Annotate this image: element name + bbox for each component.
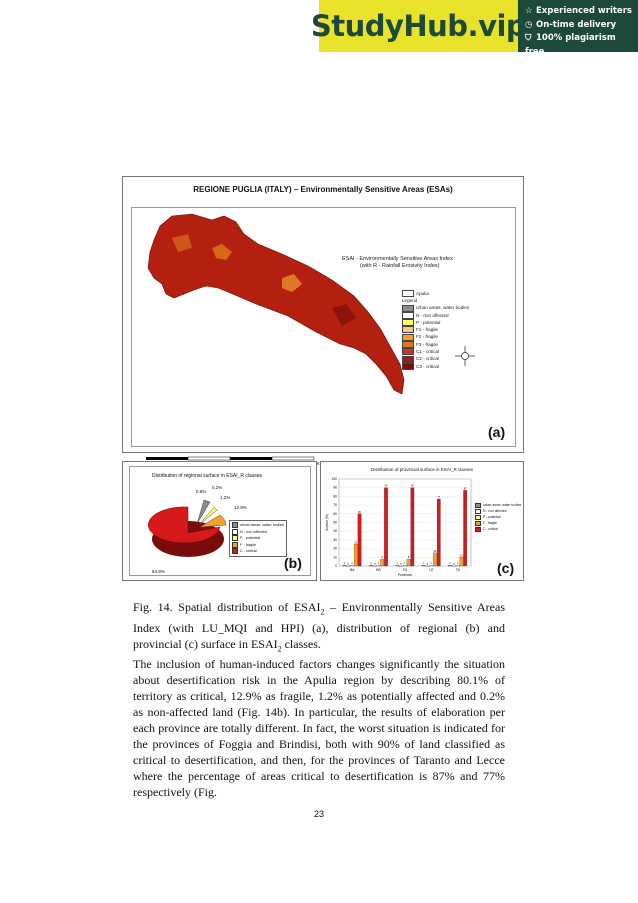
legend-item (402, 341, 469, 348)
bar (399, 566, 402, 567)
bar-data-label: 1 (449, 562, 451, 566)
feature-item (525, 19, 638, 33)
bar-data-label: 1 (343, 562, 346, 566)
bar (426, 566, 429, 567)
bar (396, 565, 399, 566)
legend-item (402, 326, 469, 333)
bar (377, 559, 383, 566)
legend-item (402, 363, 469, 370)
caption-text: Fig. 14. Spatial distribution of ESAI (133, 600, 321, 614)
figure-b-pie (122, 461, 317, 581)
bar (347, 566, 350, 567)
legend-label: F3 - fragile (416, 341, 438, 347)
feature-label: On-time delivery (536, 19, 617, 30)
bar-data-label: 77 (437, 496, 441, 500)
legend-label: F - fragile (240, 542, 257, 547)
legend-swatch (232, 548, 238, 554)
legend-item (402, 348, 469, 355)
body-paragraph: The inclusion of human-induced factors changes significantly the situation about desertification risk in the Apulia region by describing 80.1% of territory as critical, 12.9% as fragile, 1.2% as potentially affected and 0.2% as non-affected land (Fig. 14b). In particular, the results of elaboration per each province are totally different. In fact, the worst situation is indicated for the provinces of Foggia and Brindisi, both with 90% of land classified as critical to desertification, and then, for the provinces of Taranto and Lecce where the percentage of areas critical to desertification is 87% and 77% respectively (Fig. (133, 657, 505, 799)
bar (448, 565, 451, 566)
y-tick-label: 30 (333, 537, 337, 542)
legend-swatch (232, 529, 238, 535)
ad-banner[interactable] (310, 0, 638, 57)
caption-text: – Environmentally Sensitive Areas Index (with LU_MQI and HPI) (a), distribution of regional (b) and provincial (c) surface in ESAI (133, 600, 505, 652)
bar (430, 565, 433, 566)
legend-swatch (402, 348, 414, 355)
bar-data-label: 1 (422, 562, 425, 566)
x-tick-label: LE (429, 568, 434, 572)
chart-title: Distribution of provincial surface in ESAI_R classes (370, 467, 474, 472)
panel-label-a: (a) (488, 424, 506, 440)
legend-swatch (475, 503, 481, 508)
bar-data-label: 1 (404, 562, 406, 566)
legend-swatch (402, 356, 414, 363)
bar-data-label: 1 (430, 562, 432, 566)
legend-swatch (402, 290, 414, 297)
y-tick-label: 70 (333, 503, 337, 508)
pie-label-potential: 1,2% (220, 495, 231, 500)
legend-swatch (402, 341, 414, 348)
legend-title: Legend (402, 298, 418, 304)
page-number: 23 (313, 809, 324, 819)
bar-data-label: 25 (354, 541, 358, 545)
index-title (342, 256, 453, 270)
legend-item (402, 355, 469, 362)
x-tick-label: BA (349, 568, 355, 572)
legend-item (402, 333, 469, 340)
bar (437, 499, 440, 566)
y-axis-label: Surface (%) (325, 514, 329, 531)
figure-a-title: REGIONE PUGLIA (ITALY) – Environmentally Sensitive Areas (ESAs) (193, 185, 453, 194)
map-frame (131, 207, 516, 447)
pie-label-critical: 84,9% (152, 569, 165, 574)
legend-label: N - non affected (416, 312, 449, 318)
bar (381, 488, 387, 566)
index-title-line2: (with R - Rainfall Erosivity Index) (360, 263, 440, 269)
bar (460, 557, 463, 566)
bar (403, 565, 406, 566)
bar-data-label: 1 (351, 562, 353, 566)
map-legend (402, 290, 469, 370)
legend-label: F - fragile (483, 521, 497, 525)
y-tick-label: 60 (333, 511, 337, 516)
legend-swatch (402, 305, 414, 312)
legend-swatch (475, 527, 481, 532)
bar-data-label: 8 (381, 556, 383, 560)
caption-subscript: 2 (277, 644, 282, 654)
legend-swatch (475, 521, 481, 526)
bar (430, 553, 436, 566)
bar (369, 565, 372, 566)
feature-item (525, 32, 638, 59)
legend-swatch (232, 535, 238, 541)
legend-label: C2 - critical (416, 356, 439, 362)
bar-data-label: 90 (411, 484, 414, 488)
legend-swatch (475, 509, 481, 514)
pie-label-fragile: 12,9% (234, 505, 247, 510)
legend-swatch (402, 334, 414, 341)
legend-label: Apulia (416, 291, 429, 296)
bar-legend (475, 502, 521, 532)
x-tick-label: BR (376, 568, 381, 572)
brand-logo[interactable]: StudyHub.vip (319, 0, 518, 52)
star-icon: ☆ (525, 6, 533, 16)
legend-label: P - potential (416, 319, 441, 325)
feature-item (525, 5, 638, 19)
legend-label: urban areas, water bodies (240, 523, 284, 527)
feature-label: Experienced writers (536, 6, 632, 16)
bar-data-label: 8 (407, 556, 410, 560)
bar (373, 566, 376, 567)
legend-label: N - non affected (240, 529, 267, 534)
bar (347, 563, 353, 566)
bar-data-label: 1 (377, 562, 380, 566)
legend-swatch (402, 363, 414, 370)
bar (407, 559, 410, 566)
legend-label: C - critical (240, 549, 257, 553)
legend-swatch (475, 515, 481, 520)
legend-label: C - critical (483, 527, 498, 531)
legend-swatch (402, 312, 414, 319)
bar-data-label: 90 (384, 484, 388, 488)
y-tick-label: 90 (333, 485, 337, 490)
feature-label: 100% plagiarism free (525, 33, 616, 57)
legend-label: P - potential (240, 536, 261, 540)
bar-data-label: 1 (396, 562, 398, 566)
pie-label-urban: 0,8% (196, 489, 207, 494)
figure-caption (133, 599, 505, 658)
legend-item (475, 526, 521, 532)
bar-data-label: 0 (347, 563, 349, 566)
legend-label: F2 - fragile (416, 334, 438, 340)
x-tick-label: FG (402, 568, 408, 572)
bar (354, 544, 357, 566)
legend-item (402, 304, 469, 311)
legend-item (232, 548, 284, 555)
pie-legend (229, 520, 287, 557)
figure-c-bar-chart (320, 461, 524, 581)
legend-swatch (232, 522, 238, 528)
bar (411, 488, 414, 566)
pie-label-non-affected: 0,2% (212, 485, 223, 490)
legend-label: urban areas, water bodies (416, 305, 470, 311)
bar (463, 490, 466, 566)
caption-subscript: 2 (320, 607, 325, 617)
bar-data-label: 0 (453, 563, 455, 566)
y-tick-label: 50 (333, 520, 337, 525)
legend-items (402, 304, 469, 370)
feature-list (525, 5, 638, 59)
bar-data-label: 15 (433, 549, 437, 553)
y-tick-label: 0 (335, 564, 337, 568)
legend-label: P - potential (483, 515, 501, 519)
y-tick-label: 100 (331, 477, 337, 481)
bar (343, 565, 346, 566)
bar (358, 514, 361, 566)
legend-label: F1 - fragile (416, 327, 438, 333)
legend-label: C1 - critical (416, 348, 439, 354)
x-tick-label: TA (455, 568, 460, 572)
bar-data-label: 60 (358, 510, 361, 514)
bar (456, 565, 459, 566)
shield-icon: ⛉ (525, 33, 532, 43)
y-tick-label: 40 (333, 529, 337, 534)
index-title-line1: ESAI - Environmentally Sensitive Areas Index (342, 256, 453, 262)
y-tick-label: 20 (333, 546, 337, 551)
legend-apulia (402, 290, 469, 297)
legend-swatch (232, 542, 238, 548)
y-tick-label: 10 (333, 555, 337, 560)
figure-a-map (122, 176, 524, 453)
legend-item (402, 319, 469, 326)
bar (422, 565, 425, 566)
y-tick-label: 80 (333, 494, 337, 499)
bar-data-label: 10 (460, 554, 463, 558)
legend-swatch (402, 326, 414, 333)
x-axis-label: Provinces (398, 573, 412, 577)
bar-data-label: 1 (456, 562, 459, 566)
bar-data-label: 0 (373, 563, 376, 566)
pie-title: Distribution of regional surface in ESAI_R classes (152, 473, 263, 479)
legend-item (402, 312, 469, 319)
legend-label: C3 - critical (416, 363, 439, 369)
panel-label-b: (b) (284, 555, 302, 571)
legend-swatch (402, 319, 414, 326)
caption-text: classes. (281, 637, 321, 652)
bar-data-label: 0 (400, 563, 402, 566)
clock-icon: ◷ (525, 19, 533, 30)
bar-data-label: 1 (370, 562, 372, 566)
panel-label-c: (c) (497, 560, 515, 576)
bar (452, 566, 455, 567)
legend-item (232, 522, 284, 529)
bar (377, 565, 380, 566)
bar-data-label: 87 (463, 487, 467, 491)
bar-data-label: 0 (426, 563, 429, 566)
legend-label: urban areas, water bodies (483, 503, 522, 507)
pie-frame (129, 466, 311, 576)
legend-label: N - non affected (483, 509, 507, 513)
